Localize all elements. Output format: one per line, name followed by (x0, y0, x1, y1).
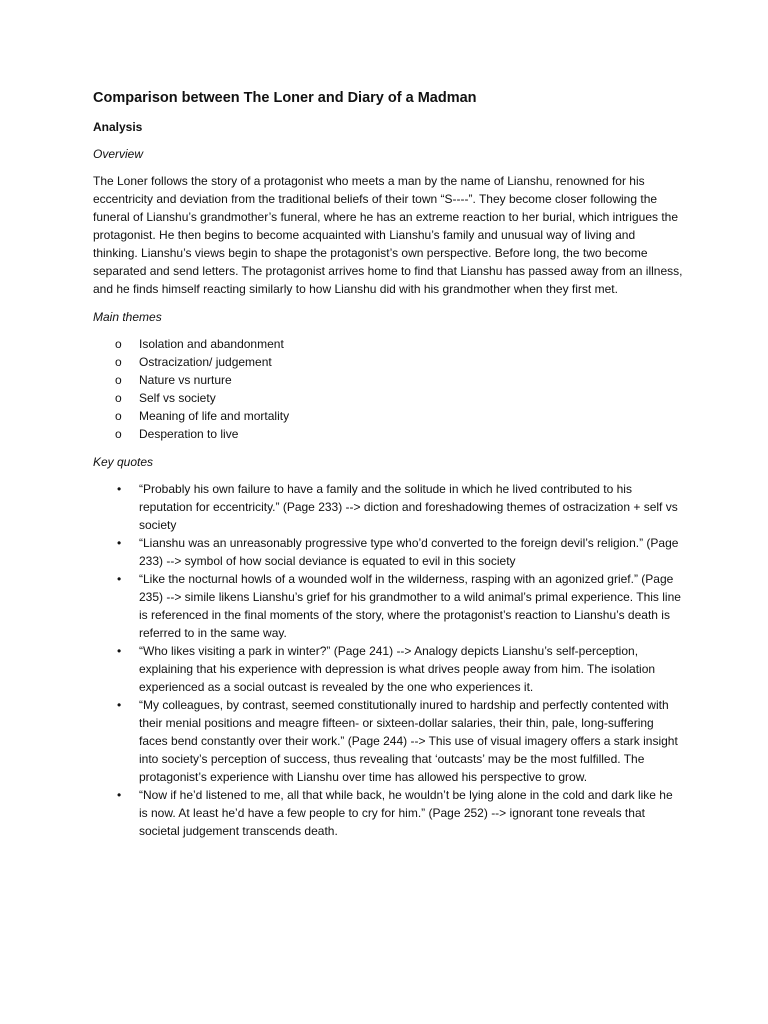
list-item (93, 353, 683, 371)
section-heading-analysis: Analysis (93, 120, 143, 134)
bullet-marker: • (117, 698, 122, 712)
list-item-text: Ostracization/ judgement (139, 355, 272, 369)
bullet-marker: • (117, 644, 122, 658)
quote-text: “Who likes visiting a park in winter?” (Page 241) --> Analogy depicts Lianshu’s self-perception, explaining that his experience with depression is what drives people away from him. The isolation experienced as a social outcast is revealed by the one who experiences it. (139, 644, 656, 694)
list-item-text: Meaning of life and mortality (139, 409, 290, 423)
subheading-main-themes: Main themes (93, 310, 162, 324)
list-item (93, 642, 683, 696)
quote-text: “My colleagues, by contrast, seemed constitutionally inured to hardship and perfectly contented with their menial positions and meagre fifteen- or sixteen-dollar salaries, their thin, pale, long-suffering faces bend constantly over their work.” (Page 244) --> This use of visual imagery offers a stark insight into society’s perception of success, thus revealing that ‘outcasts’ may be the most fulfilled. The protagonist’s experience with Lianshu over time has allowed his perspective to grow. (139, 698, 678, 784)
list-marker: o (115, 337, 122, 351)
list-item (93, 534, 683, 570)
bullet-marker: • (117, 788, 122, 802)
bullet-marker: • (117, 572, 122, 586)
list-marker: o (115, 355, 122, 369)
list-marker: o (115, 427, 122, 441)
list-item-text: Desperation to live (139, 427, 239, 441)
list-item (93, 389, 683, 407)
quote-text: “Lianshu was an unreasonably progressive type who’d converted to the foreign devil’s religion.” (Page 233) --> symbol of how social deviance is equated to evil in this society (139, 536, 679, 568)
list-item (93, 480, 683, 534)
document-title: Comparison between The Loner and Diary of a Madman (93, 90, 477, 106)
list-item (93, 696, 683, 786)
list-item-text: Self vs society (139, 391, 216, 405)
quotes-list (93, 480, 683, 840)
list-item (93, 425, 683, 443)
quote-text: “Probably his own failure to have a family and the solitude in which he lived contributed to his reputation for eccentricity.” (Page 233) --> diction and foreshadowing themes of ostracization + self vs society (139, 482, 678, 532)
list-item (93, 407, 683, 425)
bullet-marker: • (117, 482, 122, 496)
bullet-marker: • (117, 536, 122, 550)
list-item (93, 371, 683, 389)
document-body (93, 88, 683, 850)
quote-text: “Like the nocturnal howls of a wounded wolf in the wilderness, rasping with an agonized grief.” (Page 235) --> simile likens Lianshu’s grief for his grandmother to a wild animal’s primal experience. This line is referenced in the final moments of the story, where the protagonist’s reaction to Lianshu’s death is referred to in the same way. (139, 572, 681, 640)
list-item (93, 570, 683, 642)
list-item-text: Isolation and abandonment (139, 337, 284, 351)
subheading-overview: Overview (93, 147, 144, 161)
quote-text: “Now if he’d listened to me, all that while back, he wouldn’t be lying alone in the cold and dark like he is now. At least he’d have a few people to cry for him.” (Page 252) --> ignorant tone reveals that societal judgement transcends death. (139, 788, 673, 838)
themes-list (93, 335, 683, 443)
list-item (93, 786, 683, 840)
list-item (93, 335, 683, 353)
list-marker: o (115, 391, 122, 405)
list-item-text: Nature vs nurture (139, 373, 232, 387)
subheading-key-quotes: Key quotes (93, 455, 154, 469)
list-marker: o (115, 373, 122, 387)
overview-paragraph: The Loner follows the story of a protagonist who meets a man by the name of Lianshu, renowned for his eccentricity and deviation from the traditional beliefs of their town “S----”. They become closer following the funeral of Lianshu’s grandmother’s funeral, where he has an extreme reaction to her burial, which intrigues the protagonist. He then begins to become acquainted with Lianshu’s family and unusual way of living and thinking. Lianshu’s views begin to shape the protagonist’s own perspective. Before long, the two become separated and send letters. The protagonist arrives home to find that Lianshu has passed away from an illness, and he finds himself reacting similarly to how Lianshu did with his grandmother when they first met. (93, 174, 683, 296)
list-marker: o (115, 409, 122, 423)
